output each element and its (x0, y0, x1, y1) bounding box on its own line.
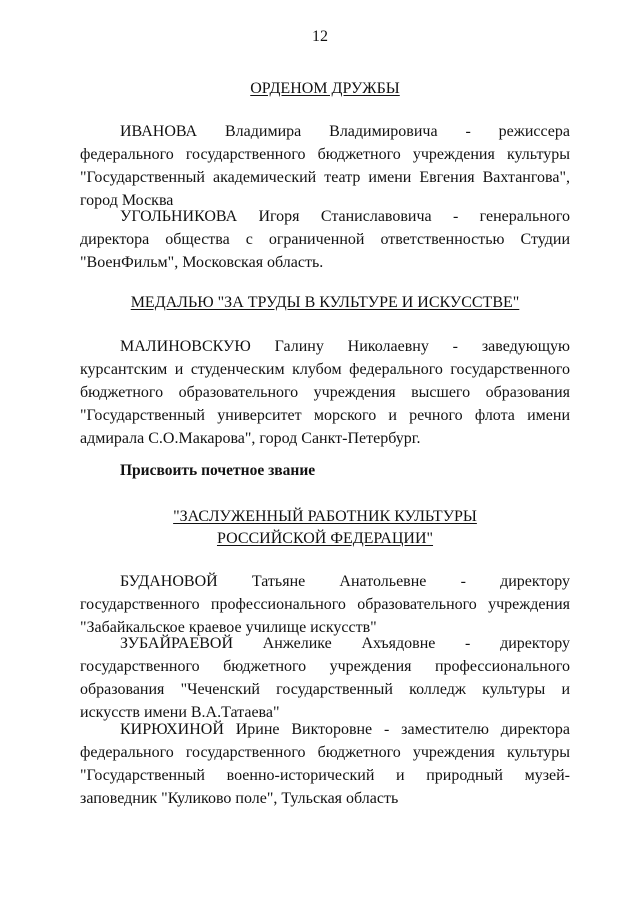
page-number: 12 (312, 28, 328, 45)
section-heading-honored-worker-line2: РОССИЙСКОЙ ФЕДЕРАЦИИ" (216, 530, 434, 547)
award-entry-ivanov: ИВАНОВА Владимира Владимировича - режиссера федерального государственного бюджетного учреждения культуры "Государственный академический театр имени Евгения Вахтангова", город Москва (80, 123, 570, 209)
award-entry-kiryukhina: КИРЮХИНОЙ Ирине Викторовне - заместителю директора федерального государственного бюджетного учреждения культуры "Государственный военно-исторический и природный музей-заповедник "Куликово поле", Тульская область (80, 721, 570, 807)
award-entry-budanova: БУДАНОВОЙ Татьяне Анатольевне - директору государственного профессионального образовательного учреждения "Забайкальское краевое училище искусств" (80, 573, 570, 636)
section-heading-honored-worker-line1: "ЗАСЛУЖЕННЫЙ РАБОТНИК КУЛЬТУРЫ (173, 508, 477, 525)
section-heading-medal: МЕДАЛЬЮ "ЗА ТРУДЫ В КУЛЬТУРЕ И ИСКУССТВЕ" (130, 294, 520, 311)
section-heading-order-friendship: ОРДЕНОМ ДРУЖБЫ (250, 80, 400, 97)
award-entry-zubairaeva: ЗУБАЙРАЕВОЙ Анжелике Ахъядовне - директору государственного бюджетного учреждения профессионального образования "Чеченский государственный колледж культуры и искусств имени В.А.Татаева" (80, 635, 570, 721)
award-entry-malinovskaya: МАЛИНОВСКУЮ Галину Николаевну - заведующую курсантским и студенческим клубом федерального государственного бюджетного образовательного учреждения высшего образования "Государственный университет морского и речного флота имени адмирала С.О.Макарова", город Санкт-Петербург. (80, 338, 570, 447)
award-entry-ugolnikov: УГОЛЬНИКОВА Игоря Станиславовича - генерального директора общества с ограниченной ответственностью Студии "ВоенФильм", Московская область. (80, 208, 570, 271)
honorary-title-intro: Присвоить почетное звание (120, 462, 316, 479)
